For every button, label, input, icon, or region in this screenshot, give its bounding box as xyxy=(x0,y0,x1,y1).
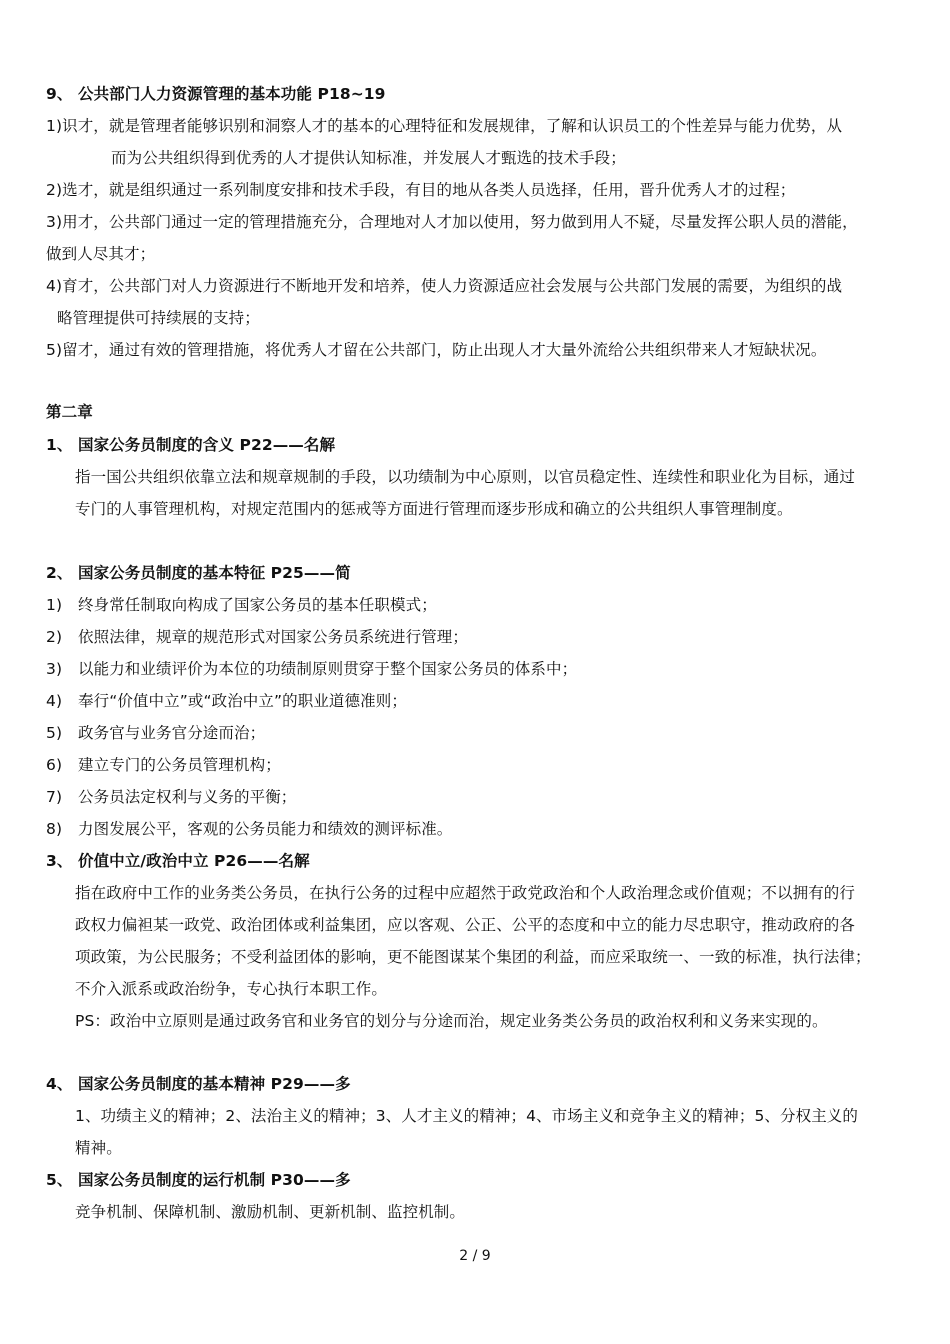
q4-line-2: 精神。 xyxy=(75,1139,122,1157)
q2-item: 1) 终身常任制取向构成了国家公务员的基本任职模式； xyxy=(46,596,437,614)
q3-line-1: 指在政府中工作的业务类公务员，在执行公务的过程中应超然于政党政治和个人政治理念或价值观；不以拥有的行 xyxy=(75,884,856,902)
section-9-line-4a: 4)育才，公共部门对人力资源进行不断地开发和培养，使人力资源适应社会发展与公共部门发展的需要，为组织的战 xyxy=(46,277,843,295)
q4-line-1: 1、功绩主义的精神；2、法治主义的精神；3、人才主义的精神；4、市场主义和竞争主义的精神；5、分权主义的 xyxy=(75,1107,859,1125)
q5-line-1: 竞争机制、保障机制、激励机制、更新机制、监控机制。 xyxy=(75,1203,466,1221)
section-9-line-3b: 做到人尽其才； xyxy=(46,245,156,263)
q3-ps: PS：政治中立原则是通过政务官和业务官的划分与分途而治，规定业务类公务员的政治权利和义务来实现的。 xyxy=(75,1012,828,1030)
chapter-heading: 第二章 xyxy=(46,403,93,421)
section-9-line-3a: 3)用才，公共部门通过一定的管理措施充分，合理地对人才加以使用，努力做到用人不疑，尽量发挥公职人员的潜能， xyxy=(46,213,858,231)
section-9-line-1a: 1)识才，就是管理者能够识别和洞察人才的基本的心理特征和发展规律，了解和认识员工的个性差异与能力优势，从 xyxy=(46,117,843,135)
section-9-line-2: 2)选才，就是组织通过一系列制度安排和技术手段，有目的地从各类人员选择，任用，晋升优秀人才的过程； xyxy=(46,181,796,199)
page-number: 2 / 9 xyxy=(459,1248,491,1264)
q2-item: 3) 以能力和业绩评价为本位的功绩制原则贯穿于整个国家公务员的体系中； xyxy=(46,660,578,678)
q2-item: 8) 力图发展公平，客观的公务员能力和绩效的测评标准。 xyxy=(46,820,453,838)
q4-title: 4、 国家公务员制度的基本精神 P29——多 xyxy=(46,1075,351,1093)
q2-item: 5) 政务官与业务官分途而治； xyxy=(46,724,266,742)
q2-item: 2) 依照法律，规章的规范形式对国家公务员系统进行管理； xyxy=(46,628,469,646)
q2-title: 2、 国家公务员制度的基本特征 P25——简 xyxy=(46,564,351,582)
q1-line-2: 专门的人事管理机构，对规定范围内的惩戒等方面进行管理而逐步形成和确立的公共组织人事管理制度。 xyxy=(75,500,793,518)
section-9-line-1b: 而为公共组织得到优秀的人才提供认知标准，并发展人才甄选的技术手段； xyxy=(111,149,626,167)
section-9-line-5: 5)留才，通过有效的管理措施，将优秀人才留在公共部门，防止出现人才大量外流给公共组织带来人才短缺状况。 xyxy=(46,341,827,359)
q1-title: 1、 国家公务员制度的含义 P22——名解 xyxy=(46,436,336,454)
q3-line-4: 不介入派系或政治纷争，专心执行本职工作。 xyxy=(75,980,388,998)
q2-item: 7) 公务员法定权利与义务的平衡； xyxy=(46,788,297,806)
q1-line-1: 指一国公共组织依靠立法和规章规制的手段，以功绩制为中心原则，以官员稳定性、连续性和职业化为目标，通过 xyxy=(75,468,856,486)
q2-item: 4) 奉行“价值中立”或“政治中立”的职业道德准则； xyxy=(46,692,407,710)
q3-title: 3、 价值中立/政治中立 P26——名解 xyxy=(46,852,310,870)
section-9-title: 9、 公共部门人力资源管理的基本功能 P18~19 xyxy=(46,85,386,103)
q2-item: 6) 建立专门的公务员管理机构； xyxy=(46,756,281,774)
q3-line-2: 政权力偏袒某一政党、政治团体或利益集团，应以客观、公正、公平的态度和中立的能力尽忠职守，推动政府的各 xyxy=(75,916,856,934)
q3-line-3: 项政策，为公民服务；不受利益团体的影响，更不能图谋某个集团的利益，而应采取统一、一致的标准，执行法律； xyxy=(75,948,871,966)
section-9-line-4b: 略管理提供可持续展的支持； xyxy=(57,309,260,327)
q5-title: 5、 国家公务员制度的运行机制 P30——多 xyxy=(46,1171,351,1189)
